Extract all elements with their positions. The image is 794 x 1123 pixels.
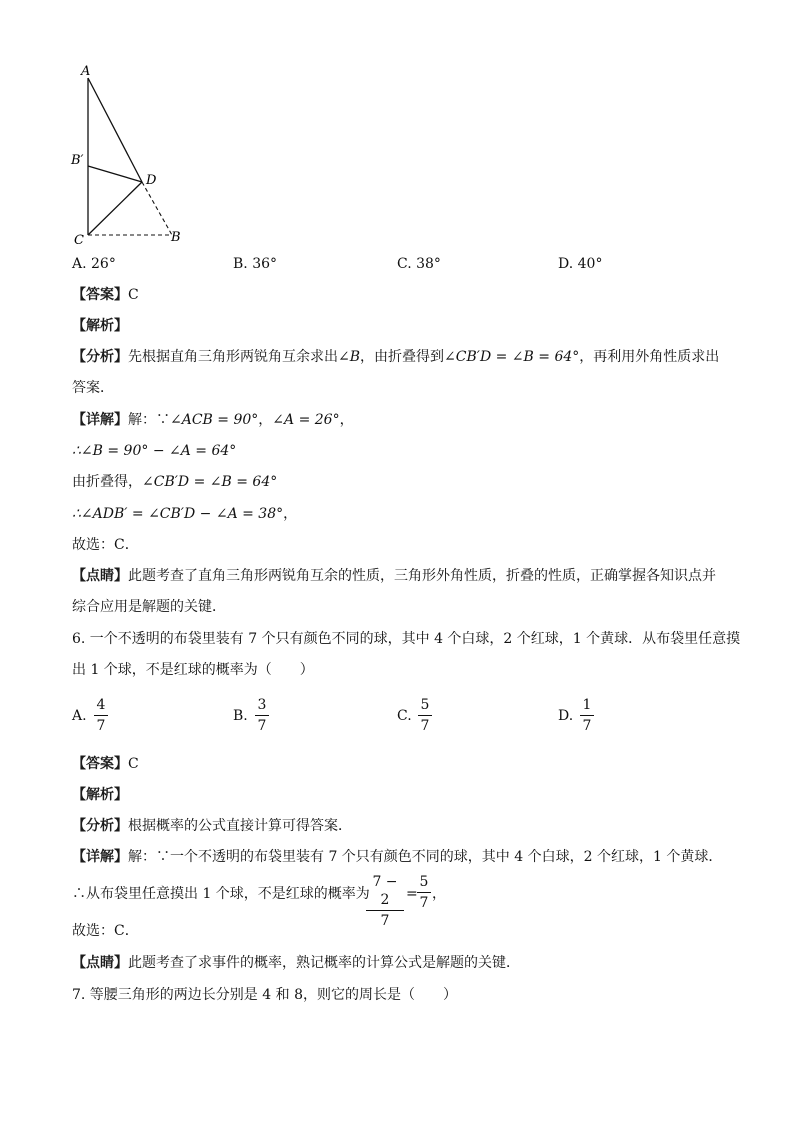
q6-detail-end-comma: ， <box>432 886 446 902</box>
q6-detail-equals: = <box>406 886 418 902</box>
comment-text: 此题考查了求事件的概率，熟记概率的计算公式是解题的关键． <box>128 955 520 971</box>
comment-text-1: 此题考查了直角三角形两锐角互余的性质，三角形外角性质，折叠的性质，正确掌握各知识点并 <box>128 568 716 584</box>
q6-choose: 故选：C． <box>72 923 139 939</box>
math-angle-acb: ∠ACB = 90° <box>170 412 259 428</box>
q5-option-d: D. 40° <box>558 256 603 272</box>
q6-detail-line-2: ∴从布袋里任意摸出 1 个球，不是红球的概率为 <box>72 886 370 902</box>
fraction-denominator: 7 <box>419 895 429 911</box>
label-c: C <box>74 233 84 248</box>
triangle-fold-figure <box>60 58 200 248</box>
fraction-bar <box>580 715 594 716</box>
fraction-denominator: 7 <box>96 718 106 734</box>
q5-answer-line <box>72 285 139 305</box>
math-angle-b: ∠B <box>338 349 361 365</box>
q5-detail-line-1 <box>72 410 354 430</box>
fraction-numerator: 5 <box>420 697 430 713</box>
fenxi-tag: 【分析】 <box>72 818 128 834</box>
detail-comma-2: ， <box>339 412 354 428</box>
detail-text: 解：∵一个不透明的布袋里装有 7 个只有颜色不同的球，其中 4 个白球，2 个红球，1 个黄球． <box>128 849 723 865</box>
q6-detail-fraction-1 <box>366 873 404 930</box>
fraction-denominator: 7 <box>582 718 592 734</box>
q6-option-b-letter: B. <box>233 708 248 724</box>
math-angle-adb: ∴∠ADB′ = ∠CB′D − ∠A = 38° <box>72 506 284 522</box>
label-d: D <box>146 173 157 188</box>
fraction-numerator: 7 − 2 <box>372 874 398 908</box>
analysis-tag: 【解析】 <box>72 787 128 803</box>
q6-answer-line <box>72 754 139 774</box>
detail-fold-text: 由折叠得， <box>72 474 142 490</box>
fraction-numerator: 5 <box>419 874 429 890</box>
q5-choose: 故选：C． <box>72 537 139 553</box>
q5-detail-line-3 <box>72 472 277 492</box>
fenxi-tag: 【分析】 <box>72 349 128 365</box>
label-a: A <box>81 64 91 79</box>
q6-stem-line-1: 6. 一个不透明的布袋里装有 7 个只有颜色不同的球，其中 4 个白球，2 个红球，1 个黄球．从布袋里任意摸 <box>72 631 741 647</box>
fenxi-text-4: 答案． <box>72 380 114 396</box>
detail-tag: 【详解】 <box>72 849 128 865</box>
fenxi-text-2: ，由折叠得到 <box>360 349 445 365</box>
q5-option-a: A. 26° <box>72 256 116 272</box>
fraction-bar <box>255 715 269 716</box>
q5-fenxi-line-2 <box>72 378 114 398</box>
fraction-numerator: 1 <box>582 697 592 713</box>
fenxi-text-3: ，再利用外角性质求出 <box>579 349 720 365</box>
q7-stem: 7. 等腰三角形的两边长分别是 4 和 8，则它的周长是（ ） <box>72 987 457 1003</box>
fraction-bar <box>418 715 432 716</box>
q5-option-b: B. 36° <box>233 256 278 272</box>
q5-detail-line-2: ∴∠B = 90° − ∠A = 64° <box>72 443 237 459</box>
q5-analysis-heading <box>72 316 128 336</box>
comment-tag: 【点睛】 <box>72 955 128 971</box>
fraction-bar <box>366 910 404 911</box>
analysis-tag: 【解析】 <box>72 318 128 334</box>
q5-comment-line-2: 综合应用是解题的关键． <box>72 599 226 615</box>
answer-tag: 【答案】 <box>72 756 128 772</box>
fraction-numerator: 4 <box>96 697 106 713</box>
q6-detail-line-1 <box>72 847 722 867</box>
q6-fenxi-line <box>72 816 352 836</box>
q6-comment-line <box>72 953 520 973</box>
fenxi-text: 根据概率的公式直接计算可得答案． <box>128 818 352 834</box>
q6-option-d-letter: D. <box>558 708 574 724</box>
answer-tag: 【答案】 <box>72 287 128 303</box>
fraction-denominator: 7 <box>420 718 430 734</box>
answer-value: C <box>128 287 139 303</box>
fenxi-text-1: 先根据直角三角形两锐角互余求出 <box>128 349 338 365</box>
label-b-prime: B′ <box>71 153 84 168</box>
q6-option-c-fraction <box>418 696 432 735</box>
q6-option-d-fraction <box>580 696 594 735</box>
math-fold-equation: ∠CB′D = ∠B = 64° <box>444 349 580 365</box>
q5-fenxi-line-1 <box>72 347 719 367</box>
q6-detail-fraction-2 <box>417 873 431 912</box>
detail-text: 解：∵ <box>128 412 170 428</box>
math-angle-a: ∠A = 26° <box>272 412 340 428</box>
q5-option-c: C. 38° <box>397 256 441 272</box>
q6-option-a-fraction <box>94 696 108 735</box>
label-b: B <box>171 230 181 245</box>
comment-tag: 【点睛】 <box>72 568 128 584</box>
detail-comma-3: ， <box>283 506 298 522</box>
q6-option-a-letter: A. <box>72 708 87 724</box>
fraction-denominator: 7 <box>380 913 390 929</box>
fraction-bar <box>417 892 431 893</box>
fraction-numerator: 3 <box>257 697 267 713</box>
q5-comment-line-1 <box>72 566 716 586</box>
segment-ad <box>88 78 142 182</box>
fraction-bar <box>94 715 108 716</box>
segment-cd <box>88 182 142 235</box>
detail-tag: 【详解】 <box>72 412 128 428</box>
q6-option-b-fraction <box>255 696 269 735</box>
fraction-denominator: 7 <box>257 718 267 734</box>
segment-db-dashed <box>142 182 172 235</box>
answer-value: C <box>128 756 139 772</box>
detail-comma: ， <box>258 412 273 428</box>
math-fold-eq-2: ∠CB′D = ∠B = 64° <box>142 474 278 490</box>
q6-stem-line-2: 出 1 个球，不是红球的概率为（ ） <box>72 662 314 678</box>
segment-bprime-d <box>88 166 142 182</box>
q6-option-c-letter: C. <box>397 708 412 724</box>
q5-detail-line-4 <box>72 504 297 524</box>
q6-analysis-heading <box>72 785 128 805</box>
